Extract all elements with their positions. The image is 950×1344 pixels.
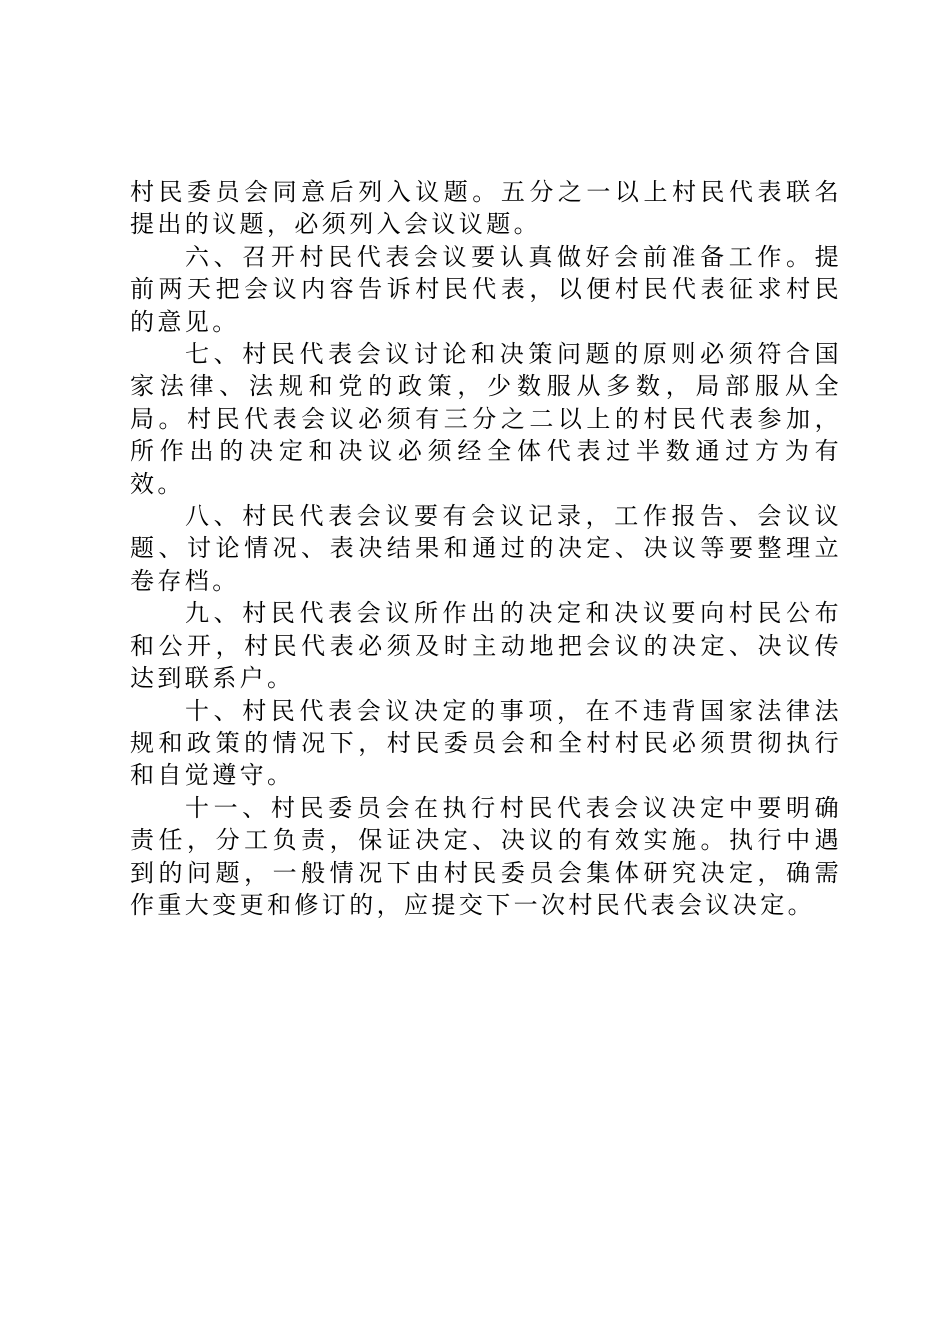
paragraph-item-8: 八、村民代表会议要有会议记录，工作报告、会议议题、讨论情况、表决结果和通过的决定、决议等要整理立卷存档。: [130, 502, 842, 595]
document-body: [130, 176, 842, 921]
paragraph-item-10: 十、村民代表会议决定的事项，在不违背国家法律法规和政策的情况下，村民委员会和全村村民必须贯彻执行和自觉遵守。: [130, 696, 842, 790]
paragraph-item-9: 九、村民代表会议所作出的决定和决议要向村民公布和公开，村民代表必须及时主动地把会议的决定、决议传达到联系户。: [130, 599, 842, 693]
paragraph-continuation: 村民委员会同意后列入议题。五分之一以上村民代表联名提出的议题，必须列入会议议题。: [130, 178, 842, 239]
paragraph-item-6: 六、召开村民代表会议要认真做好会前准备工作。提前两天把会议内容告诉村民代表，以便村民代表征求村民的意见。: [130, 242, 842, 336]
paragraph-item-11: 十一、村民委员会在执行村民代表会议决定中要明确责任，分工负责，保证决定、决议的有效实施。执行中遇到的问题，一般情况下由村民委员会集体研究决定，确需作重大变更和修订的，应提交下一次村民代表会议决定。: [130, 793, 842, 919]
paragraph-item-7: 七、村民代表会议讨论和决策问题的原则必须符合国家法律、法规和党的政策，少数服从多数，局部服从全局。村民代表会议必须有三分之二以上的村民代表参加，所作出的决定和决议必须经全体代表过半数通过方为有效。: [130, 340, 842, 498]
